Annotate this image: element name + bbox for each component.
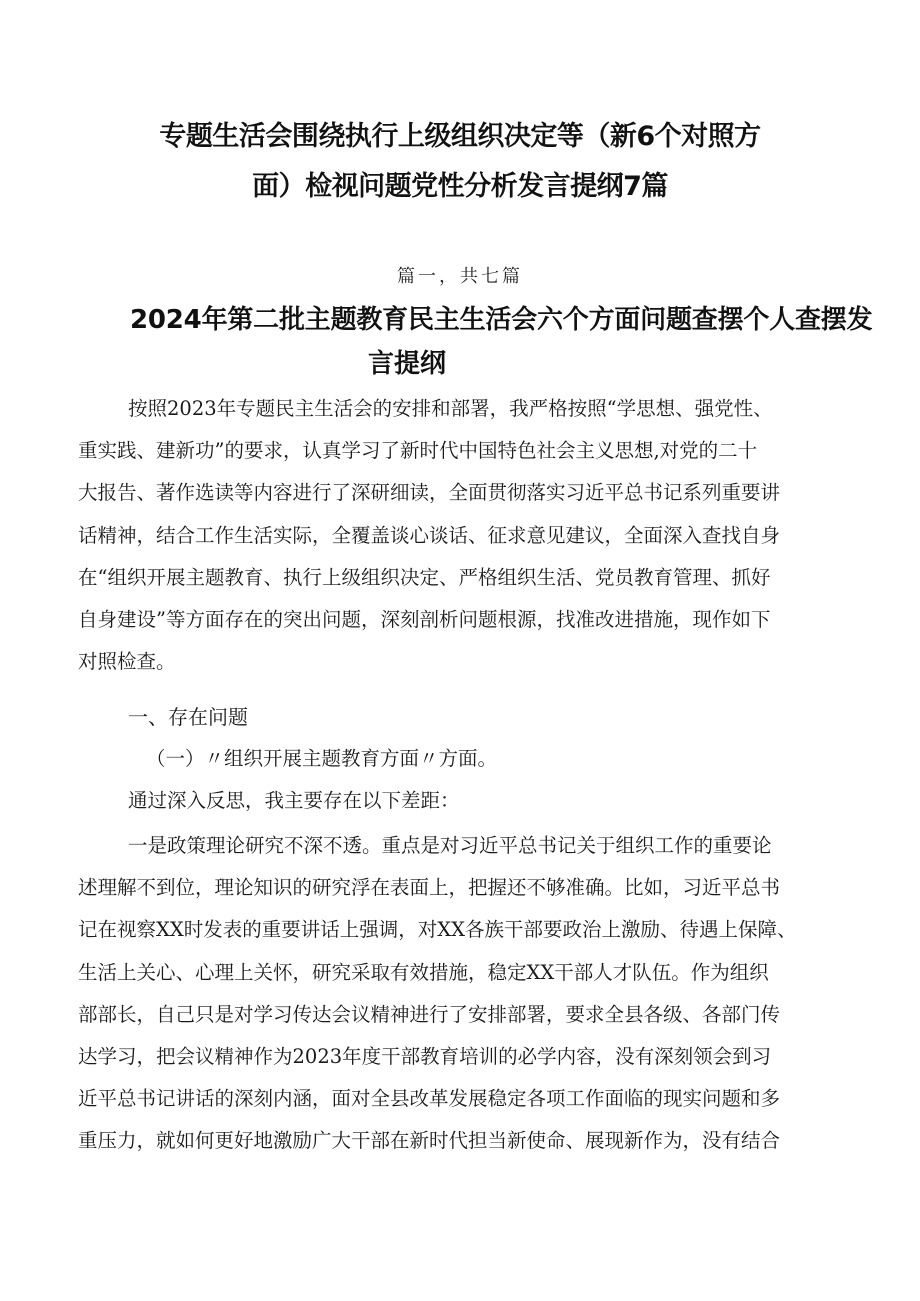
point-line: 达学习，把会议精神作为2023年度干部教育培训的必学内容，没有深刻领会到习 <box>78 1044 772 1068</box>
gap-intro: 通过深入反思，我主要存在以下差距： <box>128 789 460 813</box>
problems-section <box>78 696 858 823</box>
intro-line: 大报告、著作选读等内容进行了深研细读，全面贯彻落实习近平总书记系列重要讲 <box>78 481 781 505</box>
document-title-line-2: 面）检视问题党性分析发言提纲7篇 <box>252 171 668 202</box>
intro-line: 在“组织开展主题教育、执行上级组织决定、严格组织生活、党员教育管理、抓好 <box>78 565 771 589</box>
intro-line: 话精神，结合工作生活实际，全覆盖谈心谈话、征求意见建议，全面深入查找自身 <box>78 523 781 547</box>
intro-line: 重实践、建新功”的要求，认真学习了新时代中国特色社会主义思想,对党的二十 <box>78 439 758 463</box>
intro-line: 自身建设”等方面存在的突出问题，深刻剖析问题根源，找准改进措施，现作如下 <box>78 607 771 631</box>
point-line: 部部长，自己只是对学习传达会议精神进行了安排部署，要求全县各级、各部门传 <box>78 1002 781 1026</box>
point-line: 生活上关心、心理上关怀，研究采取有效措施，稳定XX干部人才队伍。作为组织 <box>78 960 769 984</box>
intro-paragraph <box>78 388 858 683</box>
point-line: 记在视察XX时发表的重要讲话上强调，对XX各族干部要政治上激励、待遇上保障、 <box>78 918 797 942</box>
sub-heading: （一）〃组织开展主题教育方面〃方面。 <box>146 747 498 771</box>
point-paragraph <box>78 825 858 1163</box>
document-title-line-1: 专题生活会围绕执行上级组织决定等（新6个对照方 <box>159 121 761 152</box>
point-line: 重压力，就如何更好地激励广大干部在新时代担当新使命、展现新作为，没有结合 <box>78 1129 781 1153</box>
document-title <box>150 112 770 212</box>
point-line: 述理解不到位，理论知识的研究浮在表面上，把握还不够准确。比如，习近平总书 <box>78 876 781 900</box>
point-line: 近平总书记讲话的深刻内涵，面对全县改革发展稳定各项工作面临的现实问题和多 <box>78 1087 781 1111</box>
section-heading: 一、存在问题 <box>128 705 248 729</box>
part-label: 篇一，共七篇 <box>397 266 523 287</box>
point-line: 一是政策理论研究不深不透。重点是对习近平总书记关于组织工作的重要论 <box>128 834 772 857</box>
section-title-line-2: 言提纲 <box>368 349 447 379</box>
intro-line: 对照检查。 <box>78 650 176 674</box>
section-title-line-1: 2024年第二批主题教育民主生活会六个方面问题查摆个人查摆发 <box>130 305 873 335</box>
section-title <box>118 298 873 386</box>
intro-line: 按照2023年专题民主生活会的安排和部署，我严格按照“学思想、强党性、 <box>128 397 773 420</box>
